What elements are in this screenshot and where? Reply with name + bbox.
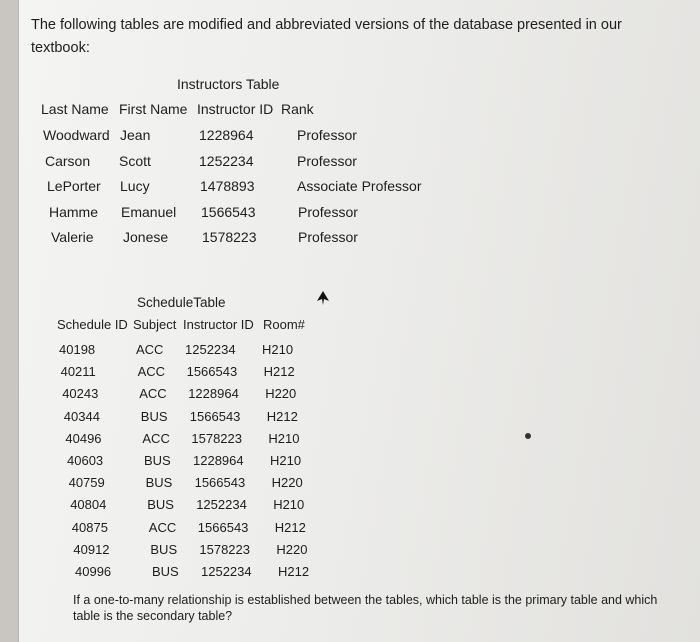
schedule-cell-room: H210	[262, 342, 294, 357]
schedule-cell-room: H212	[278, 564, 310, 579]
schedule-header-room: Room#	[263, 317, 305, 332]
schedule-cell-instructor-id: 1252234	[201, 564, 252, 579]
schedule-cell-instructor-id: 1252234	[185, 342, 236, 357]
schedule-cell-subject: BUS	[144, 453, 171, 468]
schedule-cell-subject: BUS	[150, 541, 178, 557]
schedule-cell-room: H210	[270, 453, 302, 468]
instructors-cell-rank: Professor	[297, 152, 357, 169]
schedule-cell-room: H210	[268, 430, 300, 446]
instructors-cell-last-name: Hamme	[49, 203, 99, 220]
instructors-cell-first-name: Emanuel	[121, 203, 177, 220]
schedule-cell-subject: BUS	[145, 475, 173, 491]
schedule-cell-instructor-id: 1566543	[197, 519, 249, 535]
schedule-cell-schedule-id: 40875	[71, 519, 108, 535]
instructors-header-instructor-id: Instructor ID	[197, 101, 274, 117]
question-text: If a one-to-many relationship is established between the tables, which table is the primary table and which table is the secondary table?	[73, 593, 658, 623]
schedule-table-title: ScheduleTable	[137, 295, 226, 310]
schedule-cell-room: H220	[265, 386, 297, 402]
instructors-cell-first-name: Scott	[119, 152, 151, 169]
schedule-cell-instructor-id: 1228964	[188, 386, 239, 402]
schedule-cell-schedule-id: 40603	[67, 453, 104, 468]
schedule-cell-subject: BUS	[152, 564, 179, 579]
mouse-cursor-icon	[317, 291, 329, 305]
schedule-cell-room: H220	[271, 475, 303, 491]
schedule-cell-subject: ACC	[137, 364, 166, 380]
instructors-cell-rank: Associate Professor	[297, 178, 422, 195]
schedule-cell-instructor-id: 1566543	[194, 475, 246, 491]
schedule-cell-schedule-id: 40198	[59, 342, 96, 357]
schedule-cell-room: H212	[274, 519, 306, 535]
schedule-cell-instructor-id: 1578223	[199, 541, 251, 557]
schedule-cell-schedule-id: 40243	[62, 386, 99, 402]
schedule-cell-instructor-id: 1578223	[191, 430, 243, 446]
instructors-cell-instructor-id: 1478893	[200, 178, 255, 195]
schedule-cell-schedule-id: 40996	[75, 564, 112, 579]
document-page	[18, 0, 700, 642]
instructors-cell-last-name: Woodward	[43, 127, 110, 143]
schedule-cell-room: H212	[266, 408, 298, 424]
instructors-cell-instructor-id: 1252234	[199, 152, 254, 169]
schedule-cell-subject: BUS	[147, 497, 174, 513]
schedule-cell-instructor-id: 1252234	[196, 497, 247, 513]
schedule-header-instructor-id: Instructor ID	[183, 317, 254, 332]
stray-mark	[525, 433, 531, 439]
schedule-cell-room: H212	[263, 364, 295, 380]
schedule-cell-schedule-id: 40804	[70, 497, 107, 513]
instructors-cell-last-name: Carson	[45, 152, 91, 169]
instructors-cell-first-name: Jonese	[123, 229, 169, 246]
instructors-header-rank: Rank	[281, 101, 314, 117]
instructors-cell-last-name: Valerie	[51, 229, 94, 246]
schedule-cell-subject: BUS	[140, 408, 168, 424]
instructors-cell-first-name: Lucy	[120, 178, 150, 195]
schedule-header-schedule-id: Schedule ID	[57, 317, 128, 332]
instructors-cell-instructor-id: 1578223	[202, 229, 257, 246]
instructors-cell-last-name: LePorter	[47, 178, 101, 195]
schedule-header-subject: Subject	[133, 317, 177, 332]
instructors-cell-first-name: Jean	[120, 127, 151, 143]
intro-text: The following tables are modified and abbreviated versions of the database presented in our textbook:	[31, 17, 622, 56]
schedule-cell-instructor-id: 1228964	[193, 453, 244, 468]
schedule-cell-schedule-id: 40912	[73, 541, 110, 557]
schedule-cell-schedule-id: 40496	[65, 430, 102, 446]
instructors-header-first-name: First Name	[119, 101, 188, 117]
instructors-cell-instructor-id: 1566543	[201, 203, 256, 220]
schedule-cell-schedule-id: 40344	[63, 408, 100, 424]
instructors-cell-instructor-id: 1228964	[199, 127, 254, 143]
schedule-cell-subject: ACC	[139, 386, 167, 402]
instructors-cell-rank: Professor	[297, 127, 357, 143]
schedule-cell-instructor-id: 1566543	[186, 364, 238, 380]
instructors-table-title: Instructors Table	[177, 76, 280, 92]
schedule-cell-subject: ACC	[136, 342, 164, 357]
schedule-cell-subject: ACC	[142, 430, 170, 446]
instructors-cell-rank: Professor	[298, 229, 358, 246]
instructors-header-last-name: Last Name	[41, 101, 109, 117]
instructors-cell-rank: Professor	[298, 203, 358, 220]
schedule-cell-schedule-id: 40211	[60, 364, 96, 380]
schedule-cell-room: H210	[273, 497, 305, 513]
schedule-cell-schedule-id: 40759	[68, 475, 105, 491]
schedule-cell-room: H220	[276, 541, 308, 557]
schedule-cell-subject: ACC	[148, 519, 177, 535]
schedule-cell-instructor-id: 1566543	[189, 408, 241, 424]
